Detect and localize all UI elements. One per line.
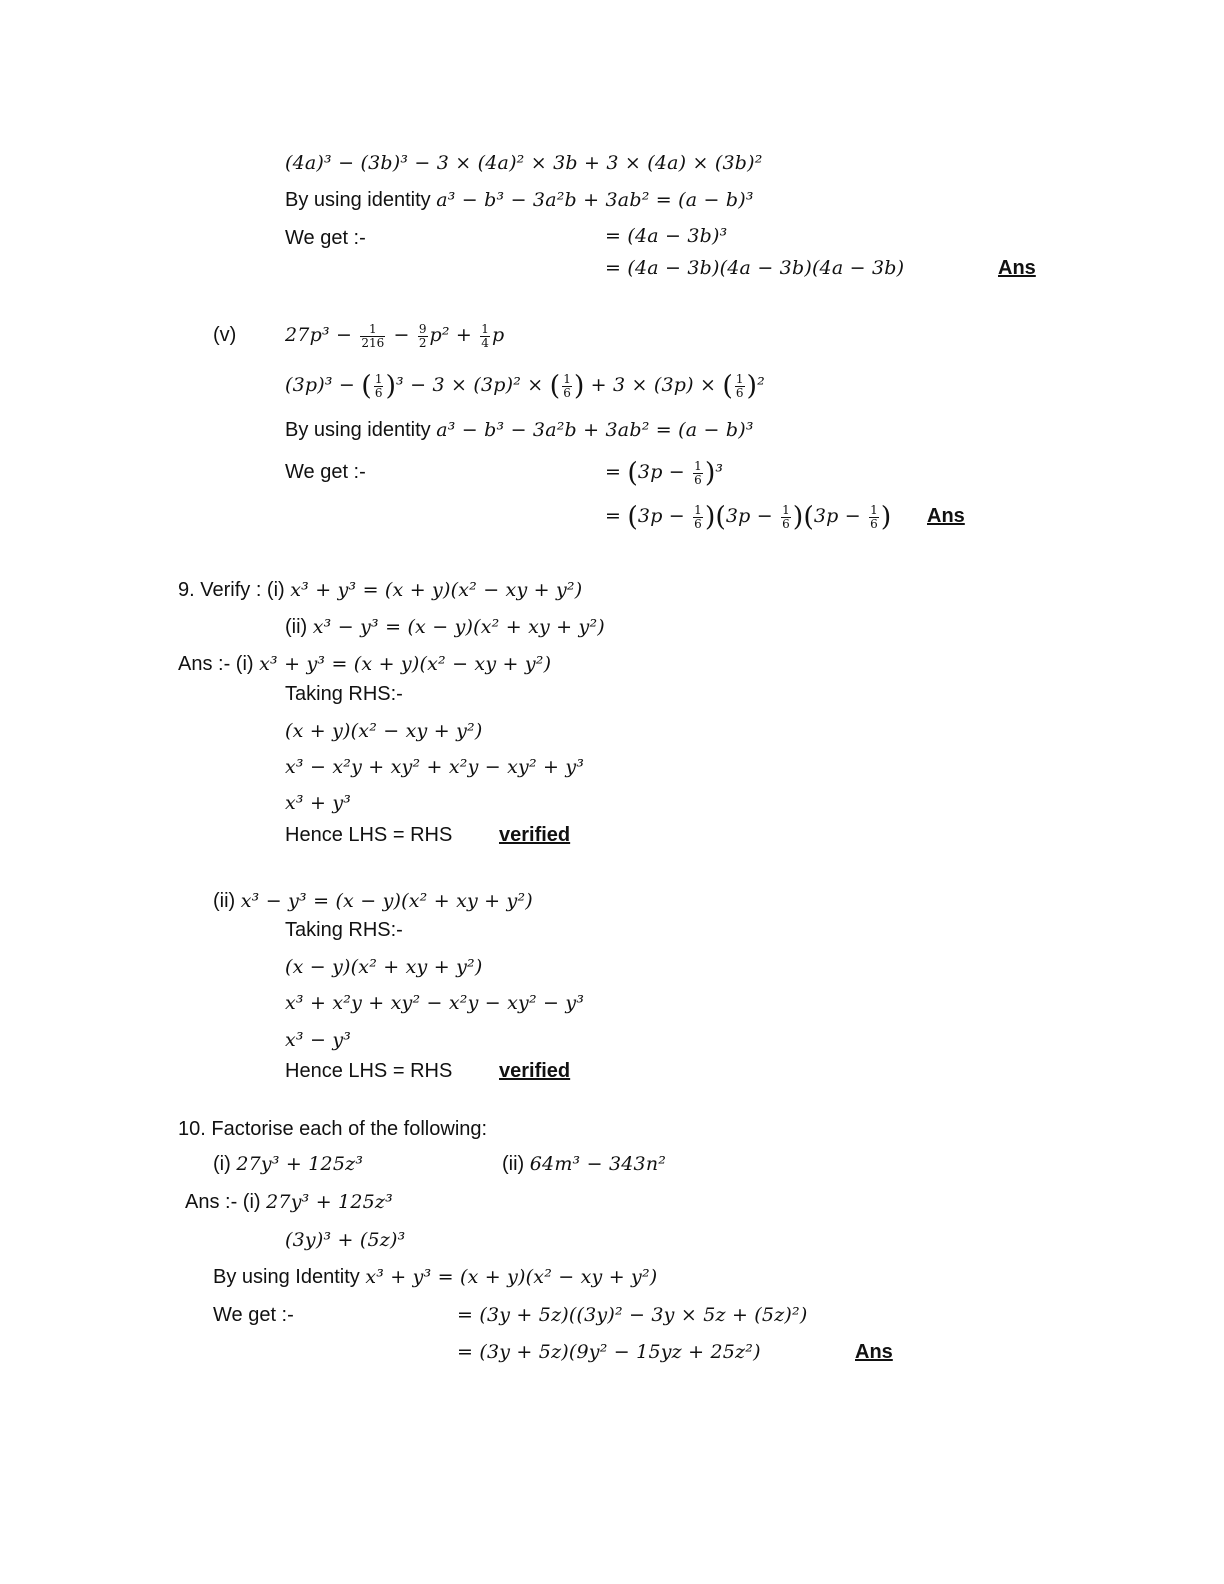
label-text: (ii): [285, 616, 313, 638]
math-expression: = (4a − 3b)(4a − 3b)(4a − 3b): [605, 257, 905, 279]
answer-label: verified: [499, 824, 571, 846]
text-line: [285, 457, 366, 487]
bracket: ): [704, 457, 716, 489]
text-line: [213, 886, 533, 916]
math-expression: x³ − x²y + xy² + x²y − xy² + y³: [285, 756, 585, 778]
math-expression: x³ − y³ = (x − y)(x² + xy + y²): [240, 890, 533, 912]
bracket: ): [385, 370, 397, 402]
math-expression: 64m³ − 343n²: [529, 1153, 667, 1175]
label-text: Hence LHS = RHS: [285, 824, 453, 846]
math-expression: x³ + y³ = (x + y)(x² − xy + y²): [290, 579, 583, 601]
text-line: [285, 820, 452, 850]
text-line: [185, 1187, 393, 1217]
text-line: [499, 1056, 570, 1086]
math-expression: 3p −: [637, 505, 692, 527]
math-expression: (3y)³ + (5z)³: [285, 1229, 406, 1251]
fraction: [480, 323, 490, 350]
math-expression: 27y³ + 125z³: [266, 1191, 393, 1213]
text-line: [178, 649, 551, 679]
label-text: 10. Factorise each of the following:: [178, 1118, 488, 1140]
answer-label: Ans: [927, 505, 965, 527]
text-line: [502, 1149, 666, 1179]
bracket: (: [361, 370, 372, 402]
bracket: ): [880, 501, 892, 533]
text-line: [499, 820, 570, 850]
numerator: 1: [360, 323, 385, 337]
math-expression: (x + y)(x² − xy + y²): [285, 720, 483, 742]
fraction: [418, 323, 428, 350]
label-text: Taking RHS:-: [285, 919, 403, 941]
label-text: We get :-: [213, 1304, 294, 1326]
denominator: 6: [374, 385, 383, 400]
math-expression: ³ − 3 × (3p)² ×: [396, 374, 550, 396]
text-line: [605, 457, 723, 487]
bracket: (: [627, 457, 638, 489]
text-line: [457, 1300, 807, 1330]
label-text: (ii): [213, 890, 241, 912]
math-expression: p: [491, 324, 505, 346]
fraction: [562, 373, 572, 400]
label-text: (ii): [502, 1153, 530, 1175]
text-line: [605, 253, 904, 283]
answer-label: verified: [499, 1060, 571, 1082]
denominator: 6: [782, 516, 790, 531]
math-expression: (4a)³ − (3b)³ − 3 × (4a)² × 3b + 3 × (4a) × (3b)²: [285, 152, 763, 174]
bracket: )(: [792, 501, 814, 533]
text-line: [998, 253, 1036, 283]
text-line: [213, 1300, 294, 1330]
bracket: (: [722, 370, 733, 402]
math-expression: =: [605, 461, 628, 483]
text-line: [285, 612, 605, 642]
text-line: [285, 185, 754, 215]
fraction: [374, 373, 384, 400]
bracket: ): [573, 370, 585, 402]
fraction: [693, 504, 703, 531]
math-expression: 3p −: [813, 505, 868, 527]
math-expression: 3p −: [725, 505, 780, 527]
math-expression: (3p)³ −: [285, 374, 362, 396]
text-line: [855, 1337, 893, 1367]
math-expression: ²: [757, 374, 765, 396]
math-expression: x³ + y³ = (x + y)(x² − xy + y²): [259, 653, 552, 675]
label-text: (i): [213, 1153, 237, 1175]
numerator: 1: [481, 321, 489, 336]
math-expression: a³ − b³ − 3a²b + 3ab² = (a − b)³: [436, 419, 754, 441]
text-line: [285, 915, 403, 945]
text-line: [285, 1025, 351, 1055]
fraction: [735, 373, 745, 400]
math-expression: ³: [715, 461, 724, 483]
text-line: [213, 1262, 657, 1292]
text-line: [213, 320, 236, 350]
text-line: [285, 1056, 452, 1086]
fraction: [869, 504, 879, 531]
bracket: )(: [704, 501, 726, 533]
text-line: [605, 501, 891, 531]
label-text: By using identity: [285, 419, 437, 441]
denominator: 2: [418, 335, 427, 350]
math-expression: =: [605, 505, 628, 527]
numerator: 9: [418, 321, 427, 336]
text-line: [605, 221, 727, 251]
label-text: By using Identity: [213, 1266, 366, 1288]
denominator: 4: [481, 335, 489, 350]
text-line: [927, 501, 965, 531]
numerator: 1: [563, 371, 571, 386]
fraction: [360, 323, 385, 350]
text-line: [285, 679, 403, 709]
text-line: [285, 788, 351, 818]
label-text: Taking RHS:-: [285, 683, 403, 705]
text-line: [285, 320, 504, 350]
math-expression: x³ − y³: [285, 1029, 352, 1051]
math-expression: 27p³ −: [285, 324, 359, 346]
label-text: 9. Verify : (i): [178, 579, 291, 601]
text-line: [178, 1114, 487, 1144]
bracket: (: [627, 501, 638, 533]
fraction: [693, 460, 703, 487]
text-line: [178, 575, 582, 605]
text-line: [285, 716, 482, 746]
math-expression: x³ + x²y + xy² − x²y − xy² − y³: [285, 992, 585, 1014]
text-line: [285, 223, 366, 253]
math-expression: = (3y + 5z)(9y² − 15yz + 25z²): [457, 1341, 761, 1363]
math-expression: x³ + y³: [285, 792, 352, 814]
numerator: 1: [782, 502, 790, 517]
bracket: ): [746, 370, 758, 402]
numerator: 1: [694, 502, 702, 517]
text-line: [285, 370, 765, 400]
text-line: [457, 1337, 761, 1367]
answer-label: Ans: [998, 257, 1036, 279]
text-line: [285, 415, 754, 445]
denominator: 6: [870, 516, 878, 531]
math-expression: p² +: [429, 324, 479, 346]
text-line: [285, 988, 584, 1018]
math-expression: = (4a − 3b)³: [605, 225, 728, 247]
label-text: By using identity: [285, 189, 437, 211]
bracket: (: [549, 370, 561, 402]
numerator: 1: [870, 502, 878, 517]
label-text: Hence LHS = RHS: [285, 1060, 453, 1082]
denominator: 216: [361, 335, 385, 350]
math-expression: 3p −: [637, 461, 692, 483]
denominator: 6: [563, 385, 571, 400]
label-text: (v): [213, 324, 237, 346]
denominator: 6: [694, 516, 702, 531]
math-expression: x³ − y³ = (x − y)(x² + xy + y²): [312, 616, 605, 638]
text-line: [285, 148, 763, 178]
denominator: 6: [735, 385, 744, 400]
text-line: [285, 752, 584, 782]
numerator: 1: [694, 458, 702, 473]
text-line: [213, 1149, 363, 1179]
math-expression: x³ + y³ = (x + y)(x² − xy + y²): [365, 1266, 658, 1288]
denominator: 6: [694, 472, 702, 487]
numerator: 1: [735, 371, 744, 386]
fraction: [781, 504, 791, 531]
label-text: Ans :- (i): [185, 1191, 267, 1213]
text-line: [285, 952, 482, 982]
answer-label: Ans: [855, 1341, 893, 1363]
text-line: [285, 1225, 405, 1255]
label-text: We get :-: [285, 461, 366, 483]
math-expression: + 3 × (3p) ×: [584, 374, 723, 396]
label-text: Ans :- (i): [178, 653, 260, 675]
math-expression: 27y³ + 125z³: [236, 1153, 364, 1175]
math-expression: a³ − b³ − 3a²b + 3ab² = (a − b)³: [436, 189, 754, 211]
label-text: We get :-: [285, 227, 366, 249]
math-expression: = (3y + 5z)((3y)² − 3y × 5z + (5z)²): [457, 1304, 808, 1326]
math-expression: (x − y)(x² + xy + y²): [285, 956, 483, 978]
numerator: 1: [374, 371, 383, 386]
math-expression: −: [387, 324, 416, 346]
